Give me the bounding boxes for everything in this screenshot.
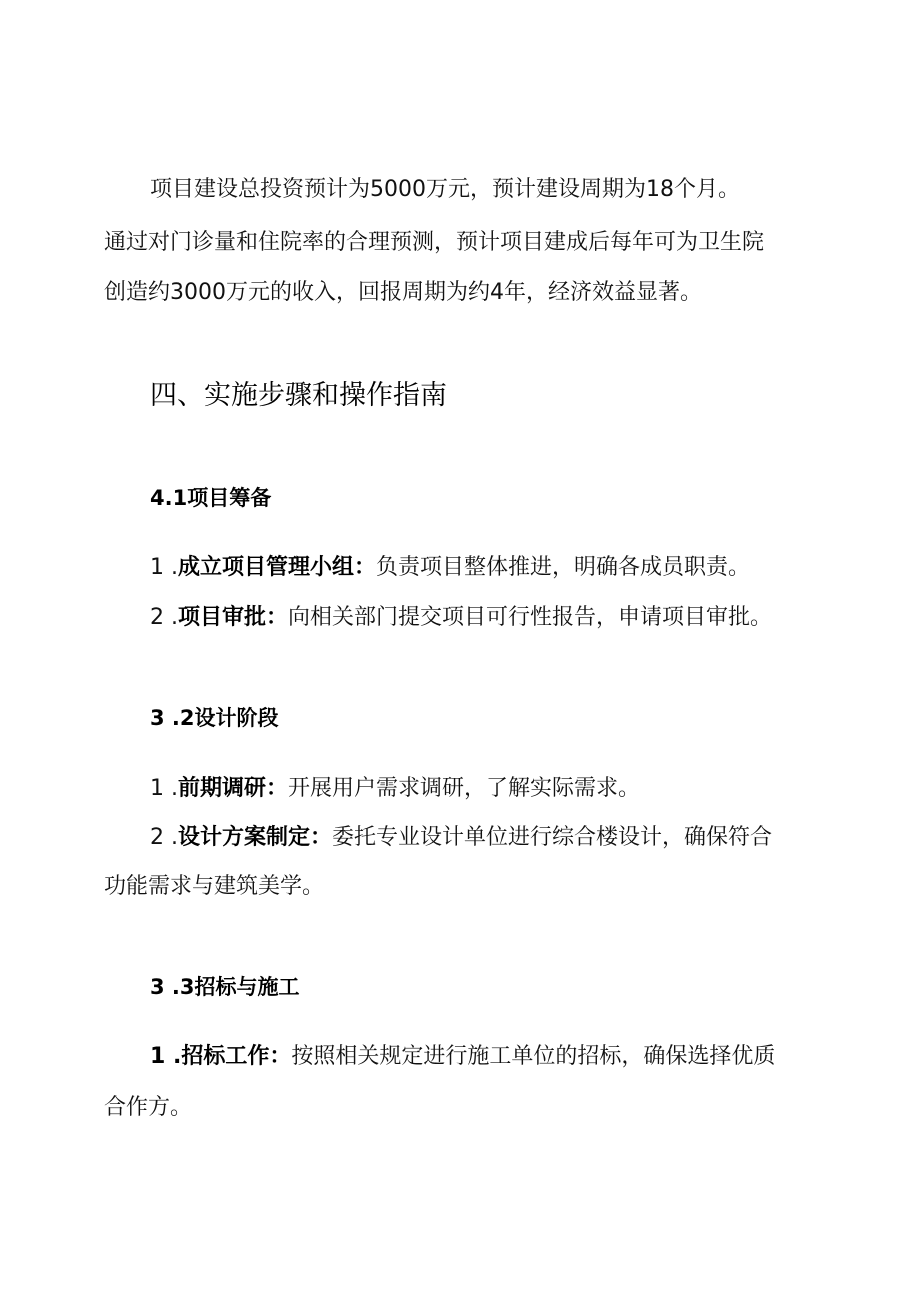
list-item-label: 设计方案制定：	[177, 825, 332, 850]
list-item-continuation: 合作方。	[104, 1095, 193, 1120]
list-item	[150, 774, 640, 804]
list-item	[150, 603, 772, 633]
list-item-text: 按照相关规定进行施工单位的招标，确保选择优质	[291, 1044, 776, 1069]
list-item	[150, 823, 772, 853]
list-item-number: 2 .	[150, 605, 178, 630]
subsection-title-4-3: 3 .3招标与施工	[150, 975, 300, 999]
section-title: 四、实施步骤和操作指南	[150, 380, 447, 411]
subsection-title-4-2: 3 .2设计阶段	[150, 706, 279, 730]
intro-line-2: 通过对门诊量和住院率的合理预测，预计项目建成后每年可为卫生院	[104, 230, 765, 255]
list-item-number: 1 .	[150, 555, 178, 580]
list-item-label: 招标工作：	[181, 1044, 292, 1069]
list-item	[150, 1042, 775, 1072]
intro-line-3: 创造约3000万元的收入，回报周期为约4年，经济效益显著。	[104, 280, 702, 305]
list-item-label: 成立项目管理小组：	[177, 555, 376, 580]
list-item-text: 向相关部门提交项目可行性报告，申请项目审批。	[288, 605, 773, 630]
list-item-continuation: 功能需求与建筑美学。	[104, 874, 325, 899]
list-item-label: 前期调研：	[177, 776, 288, 801]
list-item-text: 开展用户需求调研，了解实际需求。	[288, 776, 641, 801]
list-item-number: 1 .	[150, 1044, 182, 1069]
subsection-title-4-1: 4.1项目筹备	[150, 486, 272, 510]
list-item	[150, 553, 750, 583]
intro-line-1: 项目建设总投资预计为5000万元，预计建设周期为18个月。	[150, 177, 740, 202]
list-item-number: 2 .	[150, 825, 178, 850]
list-item-text: 负责项目整体推进，明确各成员职责。	[376, 555, 751, 580]
list-item-number: 1 .	[150, 776, 178, 801]
list-item-text: 委托专业设计单位进行综合楼设计，确保符合	[332, 825, 773, 850]
list-item-label: 项目审批：	[177, 605, 288, 630]
